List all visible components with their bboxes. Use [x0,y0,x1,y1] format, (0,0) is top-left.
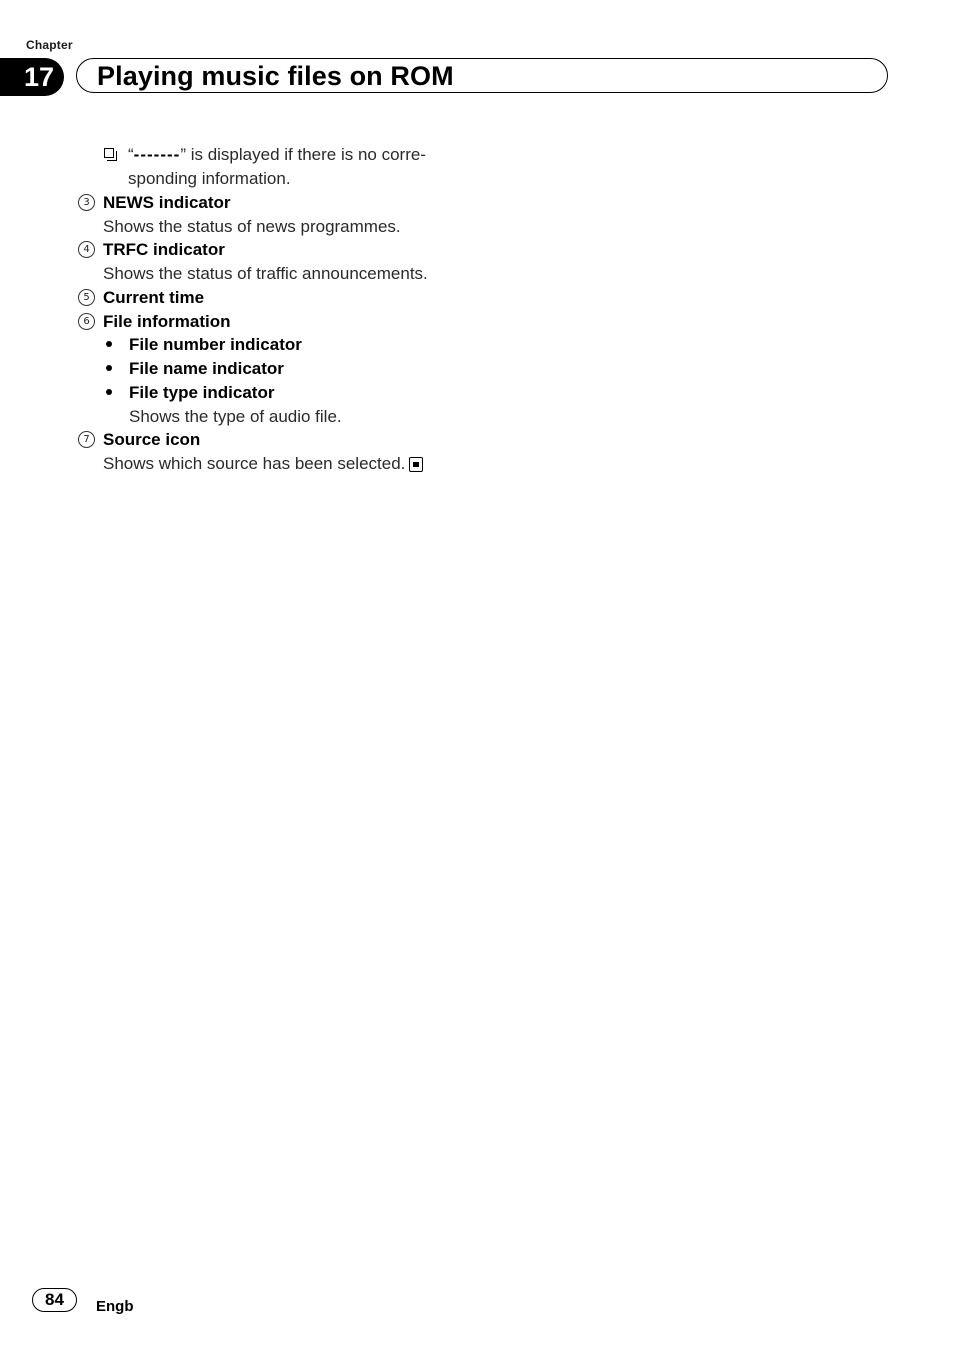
chapter-number-tab: 17 [0,58,64,96]
bullet-icon [106,341,112,347]
chapter-label: Chapter [26,38,73,52]
item-title-source-icon: Source icon [103,430,201,449]
note-text: ” is displayed if there is no corre- [180,145,426,164]
item-title-current-time: Current time [103,288,205,307]
note-line-2: sponding information. [128,169,291,188]
bullet-file-number-indicator: File number indicator [129,335,302,354]
note-dashes: ------- [133,145,181,164]
item-number-circle: 3 [78,194,95,211]
item-title-news-indicator: NEWS indicator [103,193,231,212]
item-number-circle: 7 [78,431,95,448]
item-number-circle: 6 [78,313,95,330]
bullet-file-type-indicator: File type indicator [129,383,275,402]
end-of-section-icon [409,457,423,472]
item-title-trfc-indicator: TRFC indicator [103,240,225,259]
bullet-file-name-indicator: File name indicator [129,359,284,378]
item-description-source-icon [103,452,423,476]
item-description-trfc: Shows the status of traffic announcements. [103,264,428,283]
item-number-circle: 4 [78,241,95,258]
bullet-description-file-type: Shows the type of audio file. [129,407,342,426]
note-icon [104,148,114,158]
item-number-circle: 5 [78,289,95,306]
bullet-icon [106,365,112,371]
page-number: 84 [45,1290,64,1309]
language-label: Engb [96,1298,134,1315]
bullet-icon [106,389,112,395]
source-icon-description-text: Shows which source has been selected. [103,454,406,473]
note-line-1 [128,143,426,167]
item-description-news: Shows the status of news programmes. [103,217,401,236]
page-title: Playing music files on ROM [97,61,454,91]
note-open-quote: “ [128,145,134,164]
item-title-file-information: File information [103,312,231,331]
